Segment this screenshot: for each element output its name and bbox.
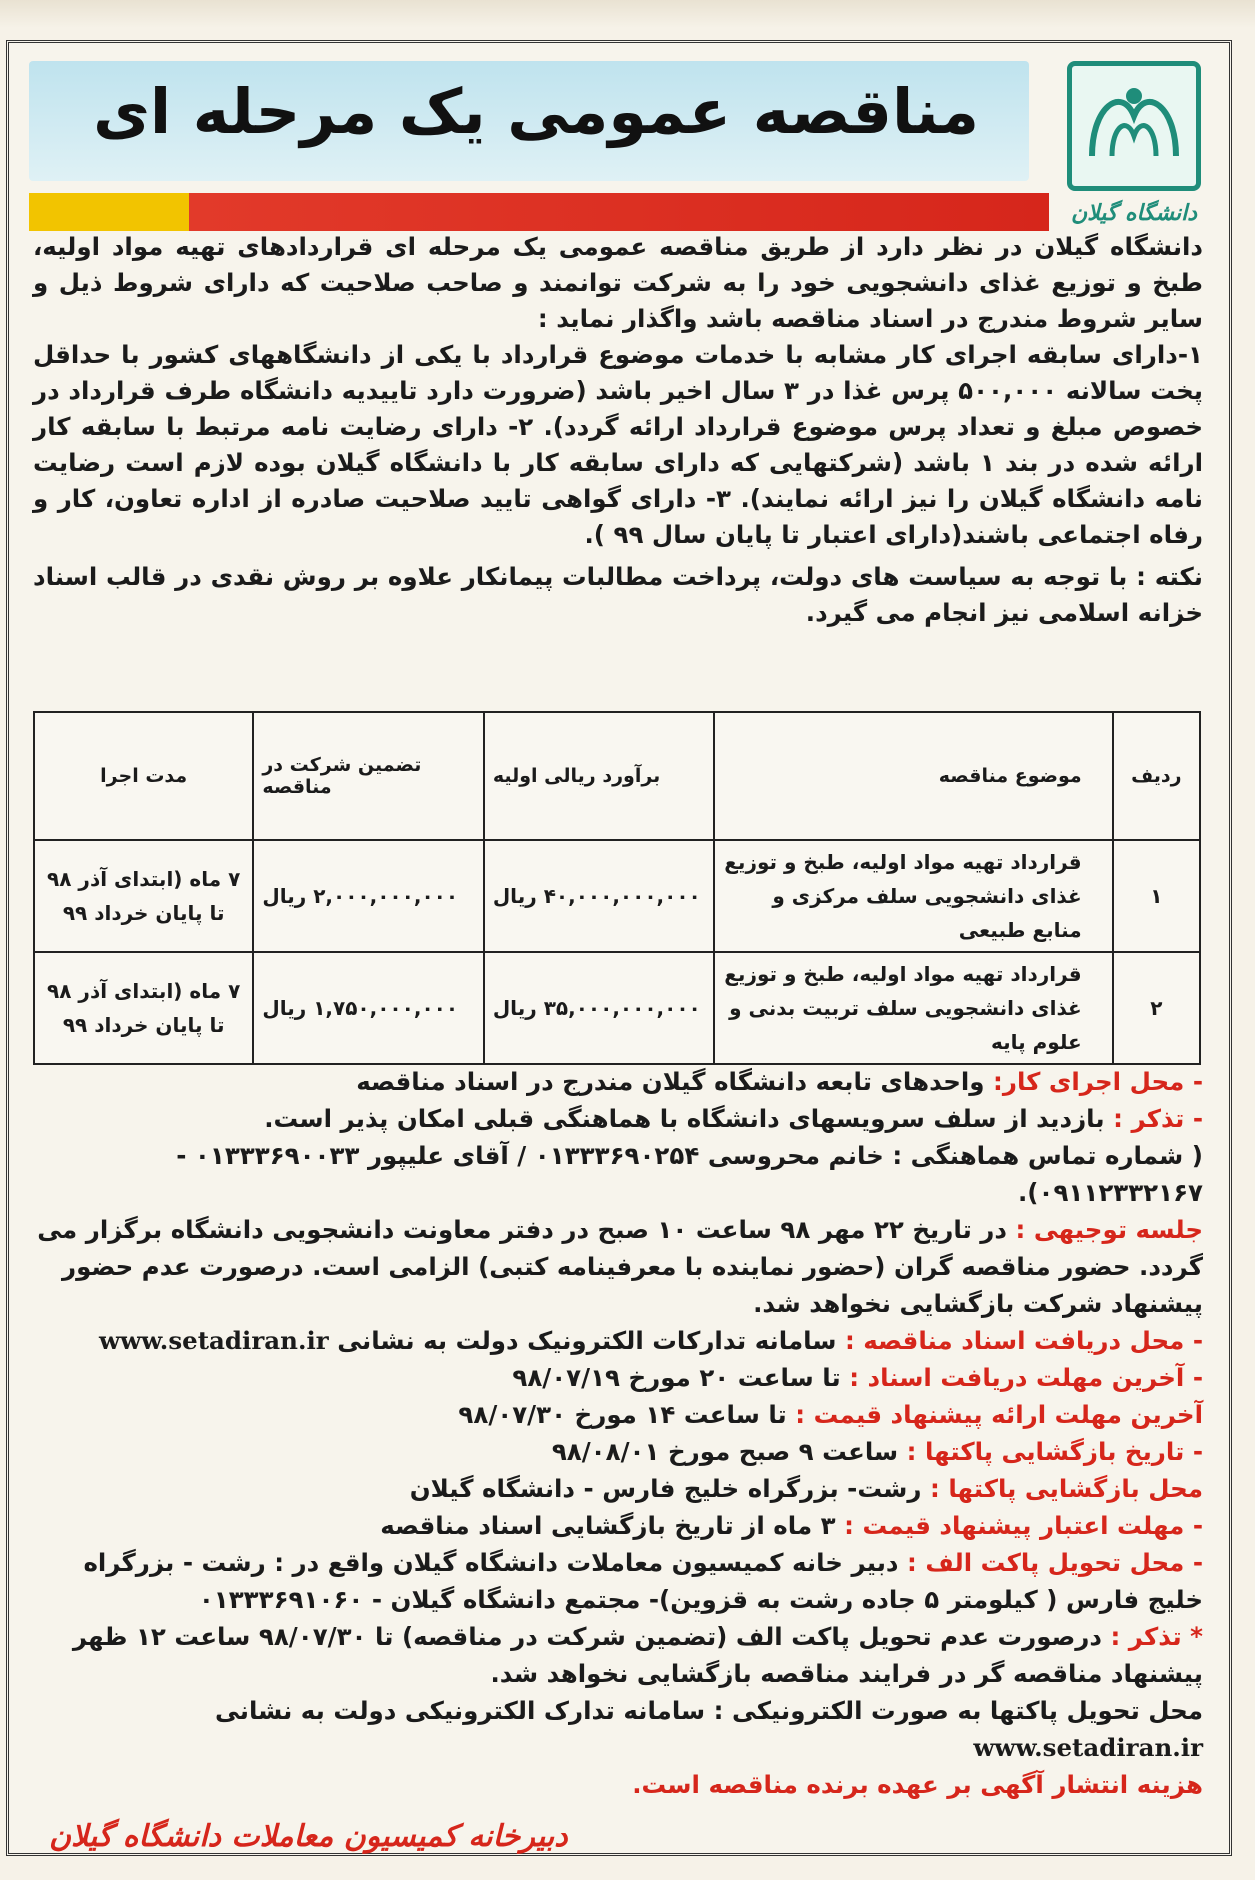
opening-date-label: - تاریخ بازگشایی پاکتها :	[906, 1437, 1203, 1466]
visit-reminder	[33, 1100, 1203, 1137]
yellow-bar	[29, 193, 189, 231]
table-row	[34, 840, 1200, 952]
advertisement-page	[6, 40, 1232, 1856]
tender-table	[33, 711, 1201, 1065]
bid-deadline	[33, 1396, 1203, 1433]
column-header-duration: مدت اجرا	[34, 712, 253, 840]
row-number: ۱	[1113, 840, 1200, 952]
packet-warning	[33, 1618, 1203, 1692]
packet-delivery-text: دبیر خانه کمیسیون معاملات دانشگاه گیلان واقع در : رشت - بزرگراه خلیج فارس ( کیلومتر ۵ جاده رشت به قزوین)- مجتمع دانشگاه گیلان - ۰۱۳۳۳۶۹۱۰۶۰	[83, 1548, 1203, 1614]
footer-signature: دبیرخانه کمیسیون معاملات دانشگاه گیلان	[49, 1819, 568, 1854]
details-section	[33, 1063, 1203, 1803]
documents-url-link[interactable]: www.setadiran.ir	[99, 1326, 329, 1355]
opening-place-text: رشت- بزرگراه خلیج فارس - دانشگاه گیلان	[409, 1474, 922, 1503]
conditions-paragraph: ۱-دارای سابقه اجرای کار مشابه با خدمات موضوع قرارداد با یکی از دانشگاههای کشور با حداقل پخت سالانه ۵۰۰,۰۰۰ پرس غذا در ۳ سال اخیر باشد (ضرورت دارد تاییدیه دانشگاه طرف قرارداد در خصوص مبلغ و تعداد پرس موضوع قرارداد ارائه گردد). ۲- دارای رضایت نامه مرتبط با سابقه کار ارائه شده در بند ۱ باشد (شرکتهایی که دارای سابقه کار با دانشگاه گیلان بوده لازم است رضایت نامه دانشگاه گیلان را نیز ارائه نمایند). ۳- دارای گواهی تایید صلاحیت صادره از اداره تعاون، کار و رفاه اجتماعی باشند(دارای اعتبار تا پایان سال ۹۹ ).	[33, 340, 1203, 549]
documents-deadline-label: - آخرین مهلت دریافت اسناد :	[849, 1363, 1203, 1392]
electronic-delivery-text: محل تحویل پاکتها به صورت الکترونیکی : سامانه تدارک الکترونیکی دولت به نشانی	[214, 1696, 1203, 1725]
top-strip	[0, 0, 1255, 28]
bid-validity	[33, 1507, 1203, 1544]
note-paragraph: نکته : با توجه به سیاست های دولت، پرداخت مطالبات پیمانکار علاوه بر روش نقدی در قالب اسناد خزانه اسلامی نیز انجام می گیرد.	[33, 562, 1203, 627]
bond-value: ۲,۰۰۰,۰۰۰,۰۰۰ ریال	[253, 840, 483, 952]
documents-location-text: سامانه تدارکات الکترونیک دولت به نشانی	[337, 1326, 837, 1355]
electronic-delivery	[33, 1692, 1203, 1766]
red-bar	[189, 193, 1049, 231]
tender-subject: قرارداد تهیه مواد اولیه، طبخ و توزیع غذای دانشجویی سلف مرکزی و منابع طبیعی	[714, 840, 1113, 952]
column-header-subject: موضوع مناقصه	[714, 712, 1113, 840]
visit-reminder-text: بازدید از سلف سرویسهای دانشگاه با هماهنگی قبلی امکان پذیر است.	[264, 1104, 1105, 1133]
execution-site-label: - محل اجرای کار:	[993, 1067, 1203, 1096]
tender-subject: قرارداد تهیه مواد اولیه، طبخ و توزیع غذای دانشجویی سلف تربیت بدنی و علوم پایه	[714, 952, 1113, 1064]
row-number: ۲	[1113, 952, 1200, 1064]
packet-delivery-label: - محل تحویل پاکت الف :	[907, 1548, 1203, 1577]
table-header-row	[34, 712, 1200, 840]
logo	[1059, 55, 1209, 235]
documents-location	[33, 1322, 1203, 1359]
column-header-row-number: ردیف	[1113, 712, 1200, 840]
documents-location-label: - محل دریافت اسناد مناقصه :	[844, 1326, 1203, 1355]
logo-text: دانشگاه گیلان	[1070, 201, 1198, 226]
publication-cost-text: هزینه انتشار آگهی بر عهده برنده مناقصه است.	[632, 1770, 1203, 1799]
column-header-estimate: برآورد ریالی اولیه	[484, 712, 714, 840]
intro-section	[33, 229, 1203, 631]
bid-deadline-label: آخرین مهلت ارائه پیشنهاد قیمت :	[795, 1400, 1203, 1429]
delivery-url-link[interactable]: www.setadiran.ir	[973, 1733, 1203, 1762]
bid-validity-label: - مهلت اعتبار پیشنهاد قیمت :	[844, 1511, 1203, 1540]
estimate-value: ۳۵,۰۰۰,۰۰۰,۰۰۰ ریال	[484, 952, 714, 1064]
university-emblem-icon	[1067, 61, 1201, 191]
packet-warning-text: درصورت عدم تحویل پاکت الف (تضمین شرکت در مناقصه) تا ۹۸/۰۷/۳۰ ساعت ۱۲ ظهر پیشنهاد مناقصه گر در فرایند مناقصه بازگشایی نخواهد شد.	[72, 1622, 1203, 1688]
execution-site-text: واحدهای تابعه دانشگاه گیلان مندرج در اسناد مناقصه	[356, 1067, 985, 1096]
duration-value: ۷ ماه (ابتدای آذر ۹۸ تا پایان خرداد ۹۹	[34, 952, 253, 1064]
documents-deadline	[33, 1359, 1203, 1396]
opening-date	[33, 1433, 1203, 1470]
duration-value: ۷ ماه (ابتدای آذر ۹۸ تا پایان خرداد ۹۹	[34, 840, 253, 952]
briefing-session-label: جلسه توجیهی :	[1015, 1215, 1203, 1244]
packet-warning-label: * تذکر :	[1110, 1622, 1203, 1651]
publication-cost	[33, 1766, 1203, 1803]
intro-paragraph: دانشگاه گیلان در نظر دارد از طریق مناقصه عمومی یک مرحله ای قراردادهای تهیه مواد اولیه، طبخ و توزیع غذای دانشجویی خود را به شرکت توانمند و صاحب صلاحیت که دارای شروط ذیل و سایر شروط مندرج در اسناد مناقصه باشد واگذار نماید :	[33, 232, 1203, 333]
bid-deadline-text: تا ساعت ۱۴ مورخ ۹۸/۰۷/۳۰	[458, 1400, 787, 1429]
column-header-bond: تضمین شرکت در مناقصه	[253, 712, 483, 840]
documents-deadline-text: تا ساعت ۲۰ مورخ ۹۸/۰۷/۱۹	[512, 1363, 841, 1392]
header	[29, 55, 1209, 245]
estimate-value: ۴۰,۰۰۰,۰۰۰,۰۰۰ ریال	[484, 840, 714, 952]
page-title: مناقصه عمومی یک مرحله ای	[93, 75, 979, 148]
opening-date-text: ساعت ۹ صبح مورخ ۹۸/۰۸/۰۱	[551, 1437, 899, 1466]
visit-reminder-label: - تذکر :	[1113, 1104, 1203, 1133]
opening-place	[33, 1470, 1203, 1507]
briefing-session	[33, 1211, 1203, 1322]
bond-value: ۱,۷۵۰,۰۰۰,۰۰۰ ریال	[253, 952, 483, 1064]
execution-site	[33, 1063, 1203, 1100]
table-row	[34, 952, 1200, 1064]
briefing-session-text: در تاریخ ۲۲ مهر ۹۸ ساعت ۱۰ صبح در دفتر معاونت دانشجویی دانشگاه برگزار می گردد. حضور مناقصه گران (حضور نماینده با معرفینامه کتبی) الزامی است. درصورت عدم حضور پیشنهاد شرکت بازگشایی نخواهد شد.	[37, 1215, 1203, 1318]
packet-delivery	[33, 1544, 1203, 1618]
bid-validity-text: ۳ ماه از تاریخ بازگشایی اسناد مناقصه	[380, 1511, 836, 1540]
opening-place-label: محل بازگشایی پاکتها :	[930, 1474, 1203, 1503]
contact-numbers: ( شماره تماس هماهنگی : خانم محروسی ۰۱۳۳۳۶۹۰۲۵۴ / آقای علیپور ۰۱۳۳۳۶۹۰۰۳۳ - ۰۹۱۱۲۳۳۲۱۶۷).	[176, 1141, 1203, 1207]
